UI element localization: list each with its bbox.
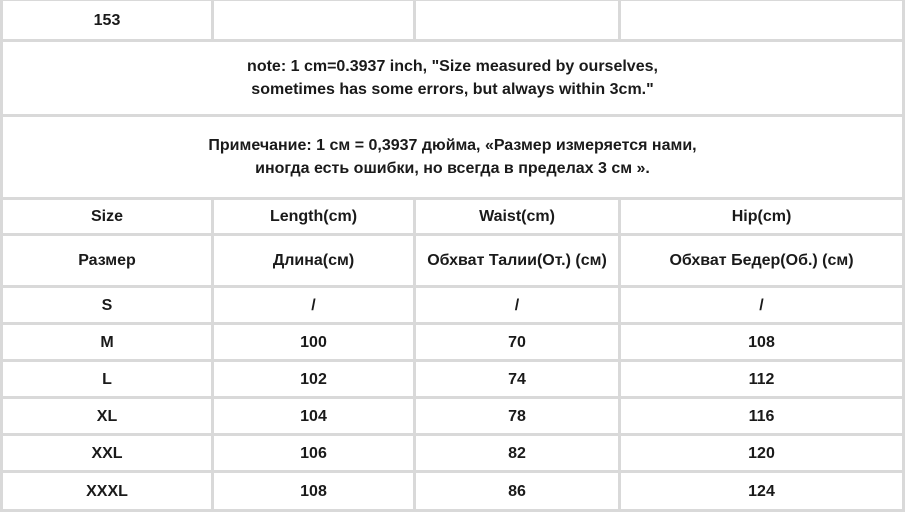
table-row [0, 399, 905, 436]
waist-cell: 78 [416, 399, 621, 436]
note-en-line-2: sometimes has some errors, but always within 3cm." [251, 81, 654, 98]
length-cell: / [214, 288, 416, 325]
hip-cell: / [621, 288, 905, 325]
size-cell: XXL [0, 436, 214, 473]
hip-cell: 112 [621, 362, 905, 399]
header-length-ru: Длина(см) [214, 236, 416, 288]
note-ru-cell [0, 117, 905, 200]
note-ru-line-2: иногда есть ошибки, но всегда в пределах 3 см ». [255, 160, 650, 177]
waist-cell: 70 [416, 325, 621, 362]
header-hip: Hip(cm) [621, 200, 905, 236]
waist-cell: 86 [416, 473, 621, 512]
size-cell: XXXL [0, 473, 214, 512]
header-size: Size [0, 200, 214, 236]
note-en-cell [0, 42, 905, 117]
waist-cell: / [416, 288, 621, 325]
hip-cell: 124 [621, 473, 905, 512]
hip-cell: 120 [621, 436, 905, 473]
waist-cell: 74 [416, 362, 621, 399]
waist-cell: 82 [416, 436, 621, 473]
empty-cell [416, 0, 621, 42]
header-waist: Waist(cm) [416, 200, 621, 236]
table-row [0, 362, 905, 399]
header-hip-ru: Обхват Бедер(Об.) (см) [621, 236, 905, 288]
hip-cell: 116 [621, 399, 905, 436]
note-ru-line-1: Примечание: 1 см = 0,3937 дюйма, «Размер измеряется нами, [208, 137, 697, 154]
table-row [0, 473, 905, 512]
length-cell: 108 [214, 473, 416, 512]
table-row-top [0, 0, 905, 42]
length-cell: 106 [214, 436, 416, 473]
table-header-row-ru [0, 236, 905, 288]
length-cell: 104 [214, 399, 416, 436]
table-row [0, 325, 905, 362]
size-cell: M [0, 325, 214, 362]
header-length: Length(cm) [214, 200, 416, 236]
size-cell: S [0, 288, 214, 325]
note-en-line-1: note: 1 cm=0.3937 inch, "Size measured by ourselves, [247, 58, 658, 75]
table-header-row-en [0, 200, 905, 236]
table-row-note-en [0, 42, 905, 117]
header-waist-ru: Обхват Талии(От.) (см) [416, 236, 621, 288]
size-cell: XL [0, 399, 214, 436]
empty-cell [621, 0, 905, 42]
empty-cell [214, 0, 416, 42]
length-cell: 100 [214, 325, 416, 362]
header-size-ru: Размер [0, 236, 214, 288]
size-cell: L [0, 362, 214, 399]
length-cell: 102 [214, 362, 416, 399]
top-value-cell: 153 [0, 0, 214, 42]
table-row-note-ru [0, 117, 905, 200]
table-row [0, 436, 905, 473]
hip-cell: 108 [621, 325, 905, 362]
table-row [0, 288, 905, 325]
